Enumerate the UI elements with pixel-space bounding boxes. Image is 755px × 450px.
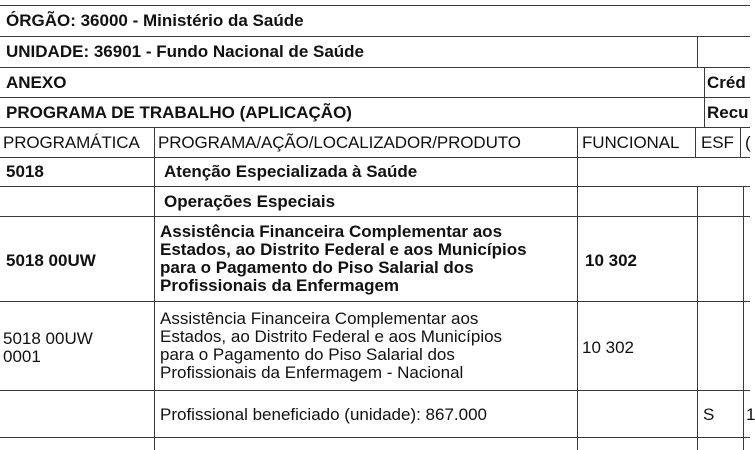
rule — [0, 186, 750, 187]
row-localizador-code — [3, 330, 153, 366]
rule — [0, 97, 750, 98]
row-acao-desc-line: Profissionais da Enfermagem — [160, 276, 400, 295]
row-acao-desc — [160, 223, 575, 295]
row-localizador-funcional: 10 302 — [582, 338, 634, 357]
rule — [0, 127, 750, 128]
row-localizador-code-line: 0001 — [3, 347, 41, 366]
rule — [697, 186, 698, 450]
column-header-programatica: PROGRAMÁTICA — [3, 133, 140, 152]
rule — [0, 390, 750, 391]
rule — [0, 301, 750, 302]
rule — [154, 127, 155, 450]
rule — [0, 437, 750, 438]
row-acao-desc-line: Estados, ao Distrito Federal e aos Municípios — [160, 240, 527, 259]
column-header-programa: PROGRAMA/AÇÃO/LOCALIZADOR/PRODUTO — [158, 133, 521, 152]
rule — [743, 186, 744, 450]
orgao-line: ÓRGÃO: 36000 - Ministério da Saúde — [6, 11, 304, 30]
rule — [0, 36, 750, 37]
row-localizador-desc-line: Estados, ao Distrito Federal e aos Municípios — [160, 327, 503, 346]
rule — [0, 216, 750, 217]
rule — [695, 127, 696, 157]
row-localizador-desc-line: Assistência Financeira Complementar aos — [160, 309, 479, 328]
row-localizador-code-line: 5018 00UW — [3, 329, 93, 348]
anexo-right-label: Créd — [707, 73, 746, 92]
row-acao-desc-line: para o Pagamento do Piso Salarial dos — [160, 258, 474, 277]
row-localizador-desc-line: Profissionais da Enfermagem - Nacional — [160, 363, 464, 382]
row-acao-funcional: 10 302 — [585, 251, 637, 270]
rule — [740, 127, 741, 157]
column-header-esf: ESF — [701, 133, 734, 152]
row-localizador-desc — [160, 310, 575, 382]
rule — [704, 67, 705, 127]
rule — [0, 5, 750, 6]
row-programa-desc: Atenção Especializada à Saúde — [164, 162, 418, 181]
row-programa-code: 5018 — [6, 162, 44, 181]
row-localizador-desc-line: para o Pagamento do Piso Salarial dos — [160, 345, 455, 364]
rule — [0, 67, 750, 68]
row-acao-desc-line: Assistência Financeira Complementar aos — [160, 222, 503, 241]
unidade-line: UNIDADE: 36901 - Fundo Nacional de Saúde — [6, 42, 365, 61]
row-produto-desc: Profissional beneficiado (unidade): 867.000 — [160, 405, 488, 424]
rule — [577, 127, 578, 450]
row-produto-esf: S — [703, 405, 715, 424]
row-section-desc: Operações Especiais — [164, 192, 336, 211]
column-header-next: ( — [745, 133, 751, 152]
rule — [0, 157, 750, 158]
anexo-line: ANEXO — [6, 73, 67, 92]
programa-line: PROGRAMA DE TRABALHO (APLICAÇÃO) — [6, 103, 352, 122]
row-acao-code: 5018 00UW — [6, 251, 96, 270]
programa-right-label: Recu — [707, 103, 749, 122]
rule — [697, 36, 698, 67]
row-produto-next: 1 — [746, 405, 755, 424]
column-header-funcional: FUNCIONAL — [582, 133, 680, 152]
